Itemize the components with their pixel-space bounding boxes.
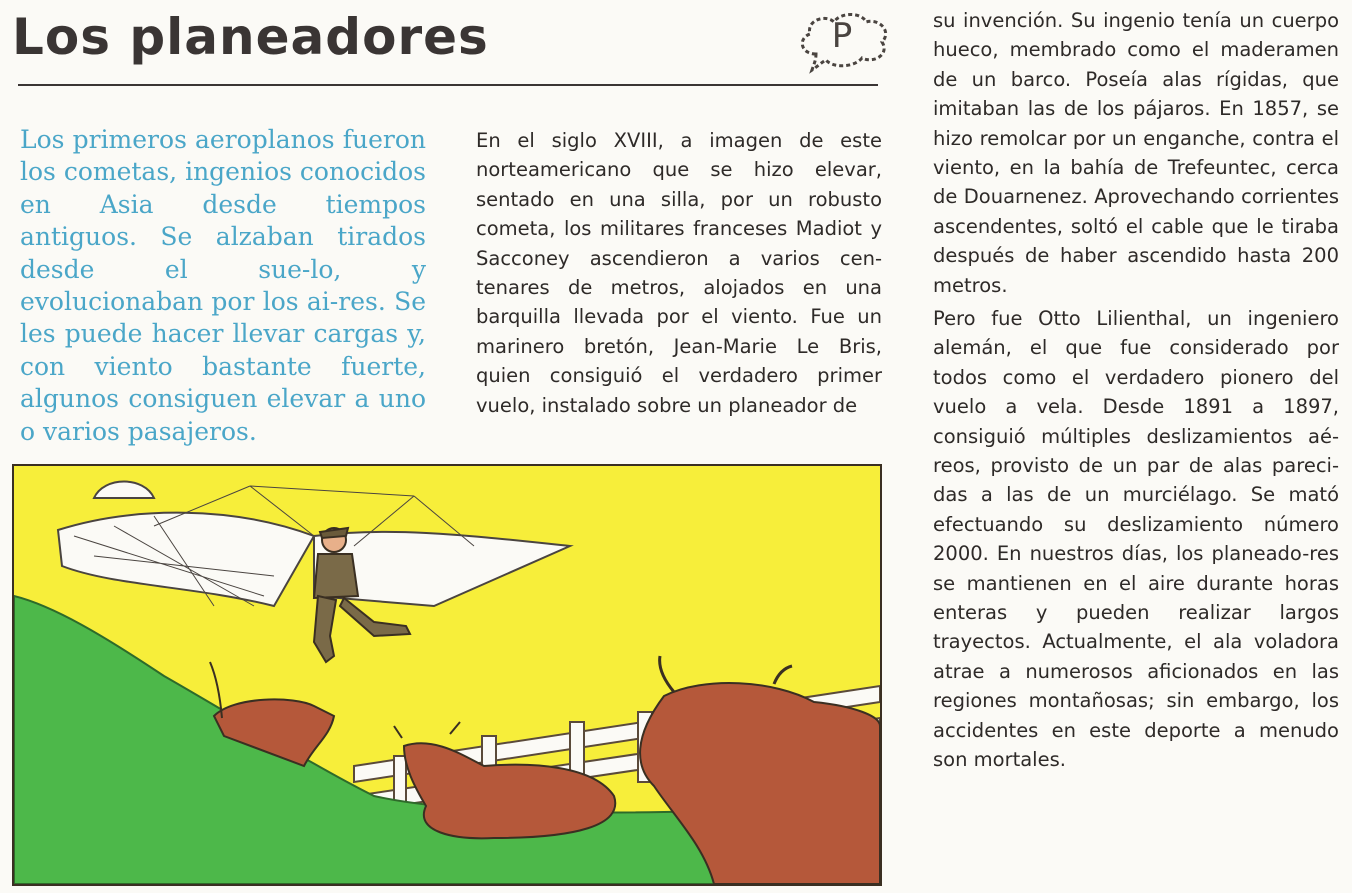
- page-title: Los planeadores: [12, 8, 489, 66]
- glider-illustration: [12, 464, 882, 886]
- column-2-text: En el siglo XVIII, a imagen de este norteamericano que se hizo elevar, sentado en una silla, por un robusto cometa, los militares franceses Madiot y Sacconey ascendieron a varios cen-tenares de metros, alojados en una barquilla llevada por el viento. Fue un marinero bretón, Jean-Marie Le Bris, quien consiguió el verdadero primer vuelo, instalado sobre un planeador de: [476, 129, 882, 417]
- column-3-text-part1: su invención. Su ingenio tenía un cuerpo hueco, membrado como el maderamen de un barco. Poseía alas rígidas, que imitaban las de los pájaros. En 1857, se hizo remolcar por un enganche, contra el viento, en la bahía de Trefeuntec, cerca de Douarnenez. Aprovechando corrientes ascendentes, soltó el cable que le tiraba después de haber ascendido hasta 200 metros.: [933, 9, 1339, 297]
- badge-letter: P: [831, 16, 853, 56]
- title-rule: [18, 84, 878, 86]
- intro-paragraph: Los primeros aeroplanos fueron los cometas, ingenios conocidos en Asia desde tiempos antiguos. Se alzaban tirados desde el sue-lo, y evolucionaban por los ai-res. Se les puede hacer llevar cargas y, con viento bastante fuerte, algunos consiguen elevar a uno o varios pasajeros.: [20, 125, 426, 446]
- column-3-text-part2: Pero fue Otto Lilienthal, un ingeniero alemán, el que fue considerado por todos como el verdadero pionero del vuelo a vela. Desde 1891 a 1897, consiguió múltiples deslizamientos aé-reos, provisto de un par de alas pareci-das a las de un murciélago. Se mató efectuando su deslizamiento número 2000. En nuestros días, los planeado-res se mantienen en el aire durante horas enteras y pueden realizar largos trayectos. Actualmente, el ala voladora atrae a numerosos aficionados en las regiones montañosas; sin embargo, los accidentes en este deporte a menudo son mortales.: [933, 307, 1339, 772]
